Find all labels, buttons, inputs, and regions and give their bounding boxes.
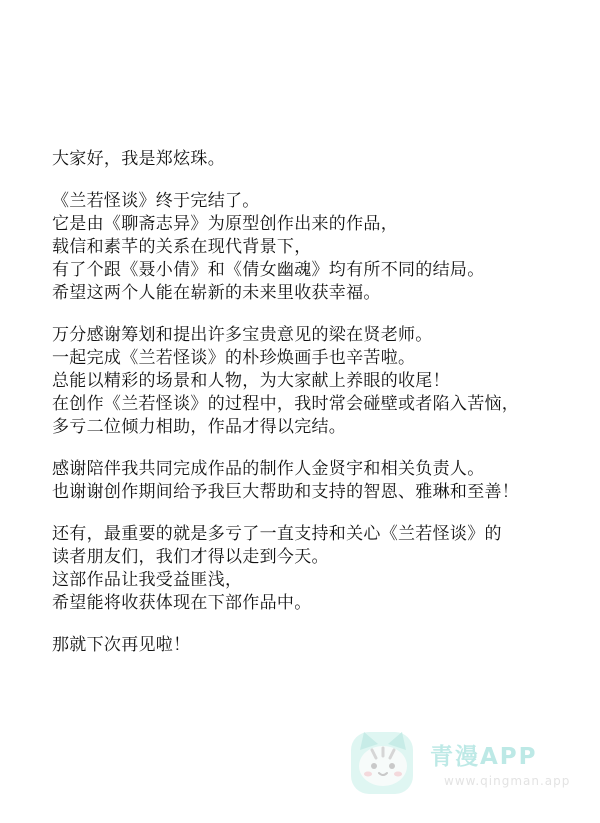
paragraph	[52, 523, 582, 615]
paragraph	[52, 634, 582, 657]
text-line: 多亏二位倾力相助，作品才得以完结。	[52, 417, 347, 437]
paragraph	[52, 458, 582, 504]
text-line: 载信和素芊的关系在现代背景下，	[52, 237, 312, 257]
text-line: 一起完成《兰若怪谈》的朴珍焕画手也辛苦啦。	[52, 348, 416, 368]
text-line: 在创作《兰若怪谈》的过程中，我时常会碰壁或者陷入苦恼，	[52, 394, 520, 414]
paragraph	[52, 324, 582, 439]
text-line: 它是由《聊斋志异》为原型创作出来的作品，	[52, 214, 398, 234]
text-line: 这部作品让我受益匪浅，	[52, 570, 243, 590]
text-line: 还有，最重要的就是多亏了一直支持和关心《兰若怪谈》的	[52, 524, 502, 544]
paragraph	[52, 190, 582, 305]
text-line: 读者朋友们，我们才得以走到今天。	[52, 547, 329, 567]
text-line: 那就下次再见啦！	[52, 635, 191, 655]
watermark	[348, 726, 578, 806]
text-line: 也谢谢创作期间给予我巨大帮助和支持的智恩、雅琳和至善！	[52, 482, 520, 502]
text-line: 有了个跟《聂小倩》和《倩女幽魂》均有所不同的结局。	[52, 260, 485, 280]
cat-face-icon	[348, 726, 418, 798]
text-line: 《兰若怪谈》终于完结了。	[52, 191, 260, 211]
text-line: 总能以精彩的场景和人物，为大家献上养眼的收尾！	[52, 371, 450, 391]
watermark-brand: 青漫APP	[430, 744, 538, 770]
text-line: 感谢陪伴我共同完成作品的制作人金贤宇和相关负责人。	[52, 459, 485, 479]
text-line: 大家好，我是郑炫珠。	[52, 149, 225, 169]
text-line: 希望这两个人能在崭新的未来里收获幸福。	[52, 283, 381, 303]
text-line: 希望能将收获体现在下部作品中。	[52, 593, 312, 613]
paragraph	[52, 148, 582, 171]
letter-body	[52, 148, 582, 676]
text-line: 万分感谢筹划和提出许多宝贵意见的梁在贤老师。	[52, 325, 433, 345]
watermark-url: www.qingman.app	[444, 774, 571, 788]
